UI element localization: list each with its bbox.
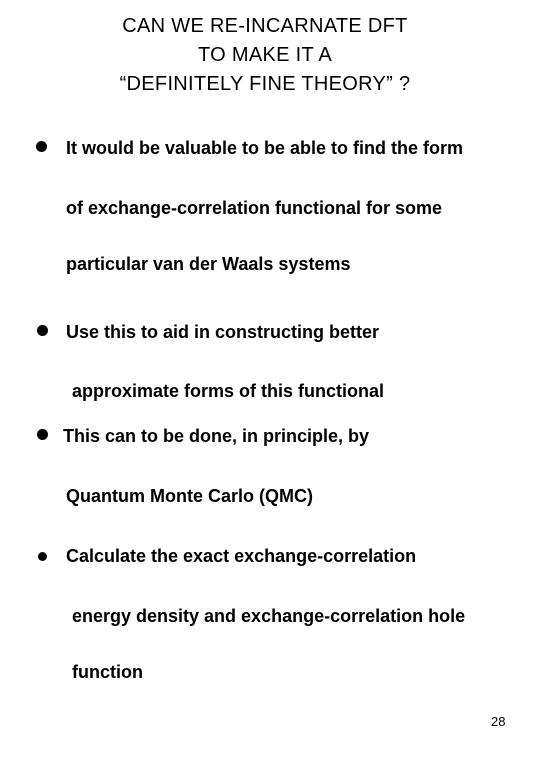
bullet-text-line: It would be valuable to be able to find the form xyxy=(66,138,464,158)
bullet-text-line: approximate forms of this functional xyxy=(72,381,385,401)
bullet-dot-icon xyxy=(38,552,47,561)
bullet-dot-icon xyxy=(37,429,48,440)
bullet-dot-icon xyxy=(37,325,48,336)
slide-title xyxy=(0,12,530,99)
bullet-text-line: function xyxy=(72,662,143,682)
bullet-text-line: Calculate the exact exchange-correlation xyxy=(66,546,417,566)
bullet-text-line: energy density and exchange-correlation hole xyxy=(72,606,466,626)
bullet-text-line: particular van der Waals systems xyxy=(66,254,351,274)
page-number: 28 xyxy=(491,714,506,729)
bullet-text-line: Quantum Monte Carlo (QMC) xyxy=(66,486,313,506)
bullet-dot-icon xyxy=(36,141,47,152)
title-line: “DEFINITELY FINE THEORY” ? xyxy=(119,73,411,95)
title-line: TO MAKE IT A xyxy=(197,44,332,66)
title-line: CAN WE RE-INCARNATE DFT xyxy=(122,15,408,37)
bullet-text-line: This can to be done, in principle, by xyxy=(63,426,370,446)
bullet-text-line: Use this to aid in constructing better xyxy=(66,322,380,342)
bullet-text-line: of exchange-correlation functional for some xyxy=(66,198,443,218)
